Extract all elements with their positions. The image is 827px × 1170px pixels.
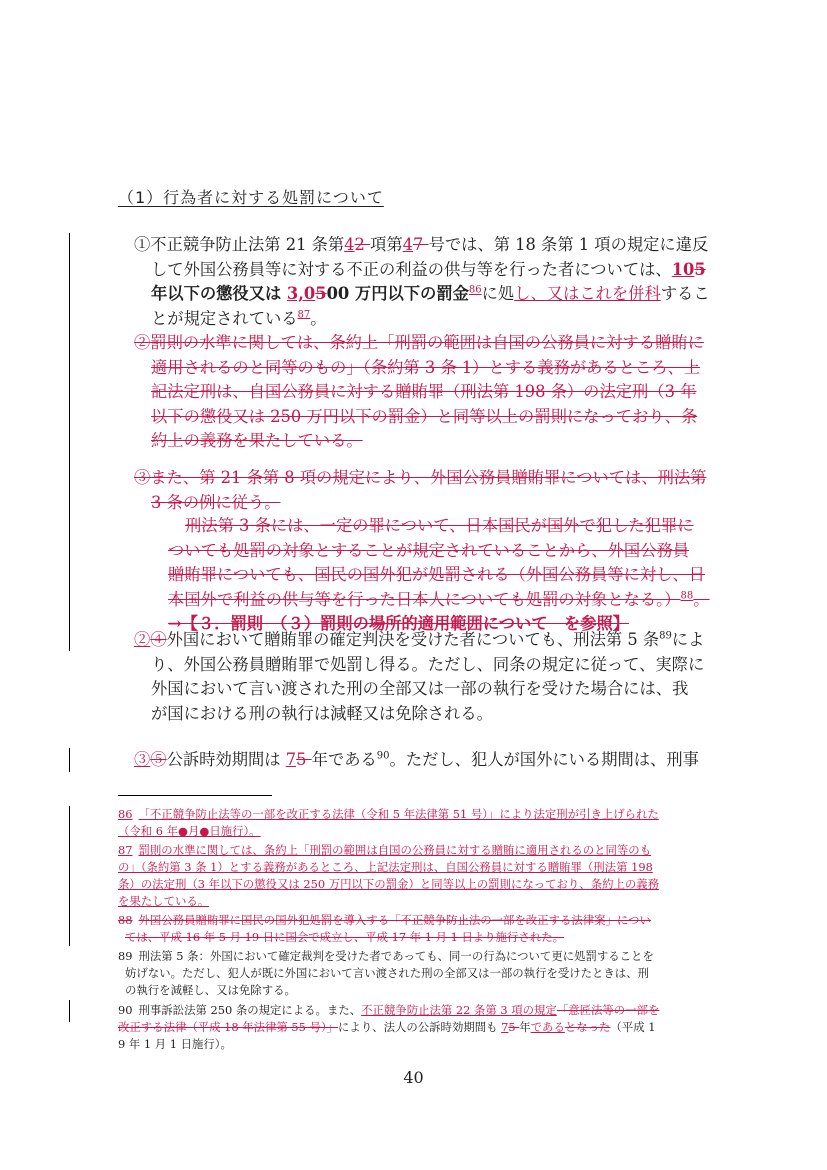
change-bar xyxy=(69,806,70,946)
deleted-line: 記法定刑は、自国公務員に対する贈賄罪（刑法第 198 条）の法定刑（3 年 xyxy=(151,382,697,402)
text: 項第 xyxy=(370,235,403,254)
footnote-text: ては、平成 16 年 5 月 19 日に国会で成立し、平成 17 年 1 月 1 日より施行された。 xyxy=(125,930,565,944)
text: 公訴時効期間は xyxy=(166,750,286,769)
deleted-text: ④ xyxy=(150,630,167,649)
footnote-separator xyxy=(118,795,272,796)
footnote-text: 妨げない。ただし、犯人が既に外国において言い渡された刑の全部又は一部の執行を受けたときは、刑 xyxy=(125,966,649,980)
deleted-line: 3 条の例に従う。 xyxy=(151,492,281,512)
inserted-text: 4 xyxy=(402,235,414,254)
deleted-text: 改正する法律（平成 18 年法律第 55 号）」 xyxy=(118,1020,339,1034)
deleted-text: 7 xyxy=(413,235,429,254)
deleted-line: ②罰則の水準に関しては、条約上「刑罰の範囲は自国の公務員に対する贈賄に xyxy=(134,333,704,352)
footnote-number: 90 xyxy=(118,1003,133,1017)
text: 年以下の懲役又は xyxy=(151,284,287,304)
text: によ xyxy=(671,630,705,649)
text: して外国公務員等に対する不正の利益の供与等を行った者については、 xyxy=(151,259,672,279)
footnote-text: 9 年 1 月 1 日施行）。 xyxy=(118,1037,232,1051)
deleted-text: 「意匠法等の一部を xyxy=(556,1003,660,1017)
paragraph-3-sub-deleted xyxy=(168,514,710,637)
deleted-text: ⑤ xyxy=(150,750,167,769)
text: するこ xyxy=(660,284,710,304)
text: とが規定されている xyxy=(151,308,298,328)
footnote-text: 罰則の水準に関しては、条約上「刑罰の範囲は自国の公務員に対する贈賄に適用されるのと同等のも xyxy=(138,843,652,857)
paragraph-3-deleted xyxy=(134,466,706,515)
paragraph-2-deleted xyxy=(134,331,704,454)
footnote-number: 87 xyxy=(118,843,133,857)
footnote-text: 外国公務員贈賄罪に国民の国外犯処罰を導入する「不正競争防止法の一部を改正する法律案」につい xyxy=(138,913,651,927)
deleted-text: 5 xyxy=(315,284,327,304)
section-heading: （1）行為者に対する処罰について xyxy=(118,188,384,207)
change-bar xyxy=(69,748,70,772)
footnote-89 xyxy=(118,948,654,999)
footnote-text: により、法人の公訴時効期間も xyxy=(338,1020,502,1034)
text: に処 xyxy=(481,284,515,304)
paragraph-5 xyxy=(134,748,699,773)
footnote-number: 89 xyxy=(118,949,133,963)
inserted-text: 7 xyxy=(501,1020,509,1034)
deleted-line: 贈賄罪についても、国民の国外犯が処罰される（外国公務員等に対し、日 xyxy=(168,565,705,585)
paragraph-4 xyxy=(134,628,704,726)
footnote-number: 86 xyxy=(118,807,133,821)
footnote-text: （平成 1 xyxy=(610,1020,656,1034)
footnote-text: 刑法第 5 条：外国において確定裁判を受けた者であっても、同一の行為について更に処罰することを xyxy=(138,949,654,963)
deleted-text: 5 xyxy=(694,259,706,279)
inserted-text: 4 xyxy=(344,235,355,254)
footnote-90 xyxy=(118,1002,659,1053)
footnote-87 xyxy=(118,842,659,910)
text: 外国において贈賄罪の確定判決を受けた者についても、刑法第 5 条 xyxy=(166,630,660,649)
text: 。 xyxy=(310,308,327,328)
change-bar xyxy=(69,233,70,651)
deleted-text: 2 xyxy=(354,235,371,254)
footnote-text: の執行を減軽し、又は免除する。 xyxy=(125,983,296,997)
footnote-ref[interactable]: 87 xyxy=(297,309,311,321)
deleted-line: 適用されるのと同等のもの」（条約第 3 条 1）とする義務があるところ、上 xyxy=(151,357,701,377)
footnote-text: の」（条約第 3 条 1）とする義務があるところ、上記法定刑は、自国公務員に対する贈賄罪（刑法第 198 xyxy=(118,860,653,874)
text: 号では、第 18 条第 1 項の規定に違反 xyxy=(428,235,709,254)
footnote-ref[interactable]: 86 xyxy=(468,284,482,296)
footnote-88 xyxy=(118,912,651,946)
inserted-text: 3,0 xyxy=(286,284,316,304)
footnote-ref[interactable]: 90 xyxy=(376,750,390,762)
deleted-line: 以下の懲役又は 250 万円以下の罰金）と同等以上の罰則になっており、条 xyxy=(151,406,698,426)
inserted-text: 10 xyxy=(671,259,695,279)
footnote-ref[interactable]: 88 xyxy=(680,590,694,602)
deleted-text: 5 xyxy=(296,750,312,769)
text: 年である xyxy=(311,750,377,769)
inserted-text: ② xyxy=(134,630,151,649)
footnote-text: を果たしている。 xyxy=(118,894,210,908)
text: 。 xyxy=(693,589,710,609)
inserted-text: 不正競争防止法第 22 条第 3 項の規定 xyxy=(361,1003,557,1017)
text: り、外国公務員贈賄罪で処罰し得る。ただし、同条の規定に従って、実際に xyxy=(151,654,705,674)
footnote-number: 88 xyxy=(118,913,133,927)
inserted-text: し、又はこれを併科 xyxy=(514,284,661,304)
footnote-text: 年 xyxy=(519,1020,531,1034)
change-bar xyxy=(69,1000,70,1022)
text: が国における刑の執行は減軽又は免除される。 xyxy=(151,703,493,723)
footnote-text: （令和 6 年●月●日施行）。 xyxy=(118,824,261,838)
cross-reference: →【３．罰則 （３）罰則の場所的適用範囲について を参照】 xyxy=(168,614,630,634)
text: ①不正競争防止法第 21 条第 xyxy=(134,235,345,254)
paragraph-1 xyxy=(134,233,710,331)
deleted-line: 約上の義務を果たしている。 xyxy=(151,431,363,451)
deleted-line: ③また、第 21 条第 8 項の規定により、外国公務員贈賄罪については、刑法第 xyxy=(134,468,707,487)
deleted-line: 刑法第 3 条には、一定の罪について、日本国民が国外で犯した犯罪に xyxy=(185,516,694,535)
footnote-text: 刑事訴訟法第 250 条の規定による。また、 xyxy=(138,1003,362,1017)
footnote-text: 「不正競争防止法等の一部を改正する法律（令和 5 年法律第 51 号）」により法定刑が引き上げられた xyxy=(138,807,659,821)
text: 外国において言い渡された刑の全部又は一部の執行を受けた場合には、我 xyxy=(151,679,689,699)
page-number: 40 xyxy=(403,1068,424,1087)
deleted-text: となった xyxy=(564,1020,611,1034)
inserted-text: である xyxy=(530,1020,565,1034)
footnote-86 xyxy=(118,806,659,840)
text: 。ただし、犯人が国外にいる期間は、刑事 xyxy=(389,750,699,769)
inserted-text: 7 xyxy=(285,750,297,769)
deleted-line: 本国外で利益の供与等を行った日本人についても処罰の対象となる。） xyxy=(168,589,681,609)
footnote-text: 条）の法定刑（3 年以下の懲役又は 250 万円以下の罰金）と同等以上の罰則になっており、条約上の義務 xyxy=(118,877,660,891)
deleted-text: 5 xyxy=(508,1020,520,1034)
text: 00 万円以下の罰金 xyxy=(326,284,469,304)
deleted-line: ついても処罰の対象とすることが規定されていることから、外国公務員 xyxy=(168,540,690,560)
footnote-ref[interactable]: 89 xyxy=(659,630,672,642)
inserted-text: ③ xyxy=(134,750,151,769)
